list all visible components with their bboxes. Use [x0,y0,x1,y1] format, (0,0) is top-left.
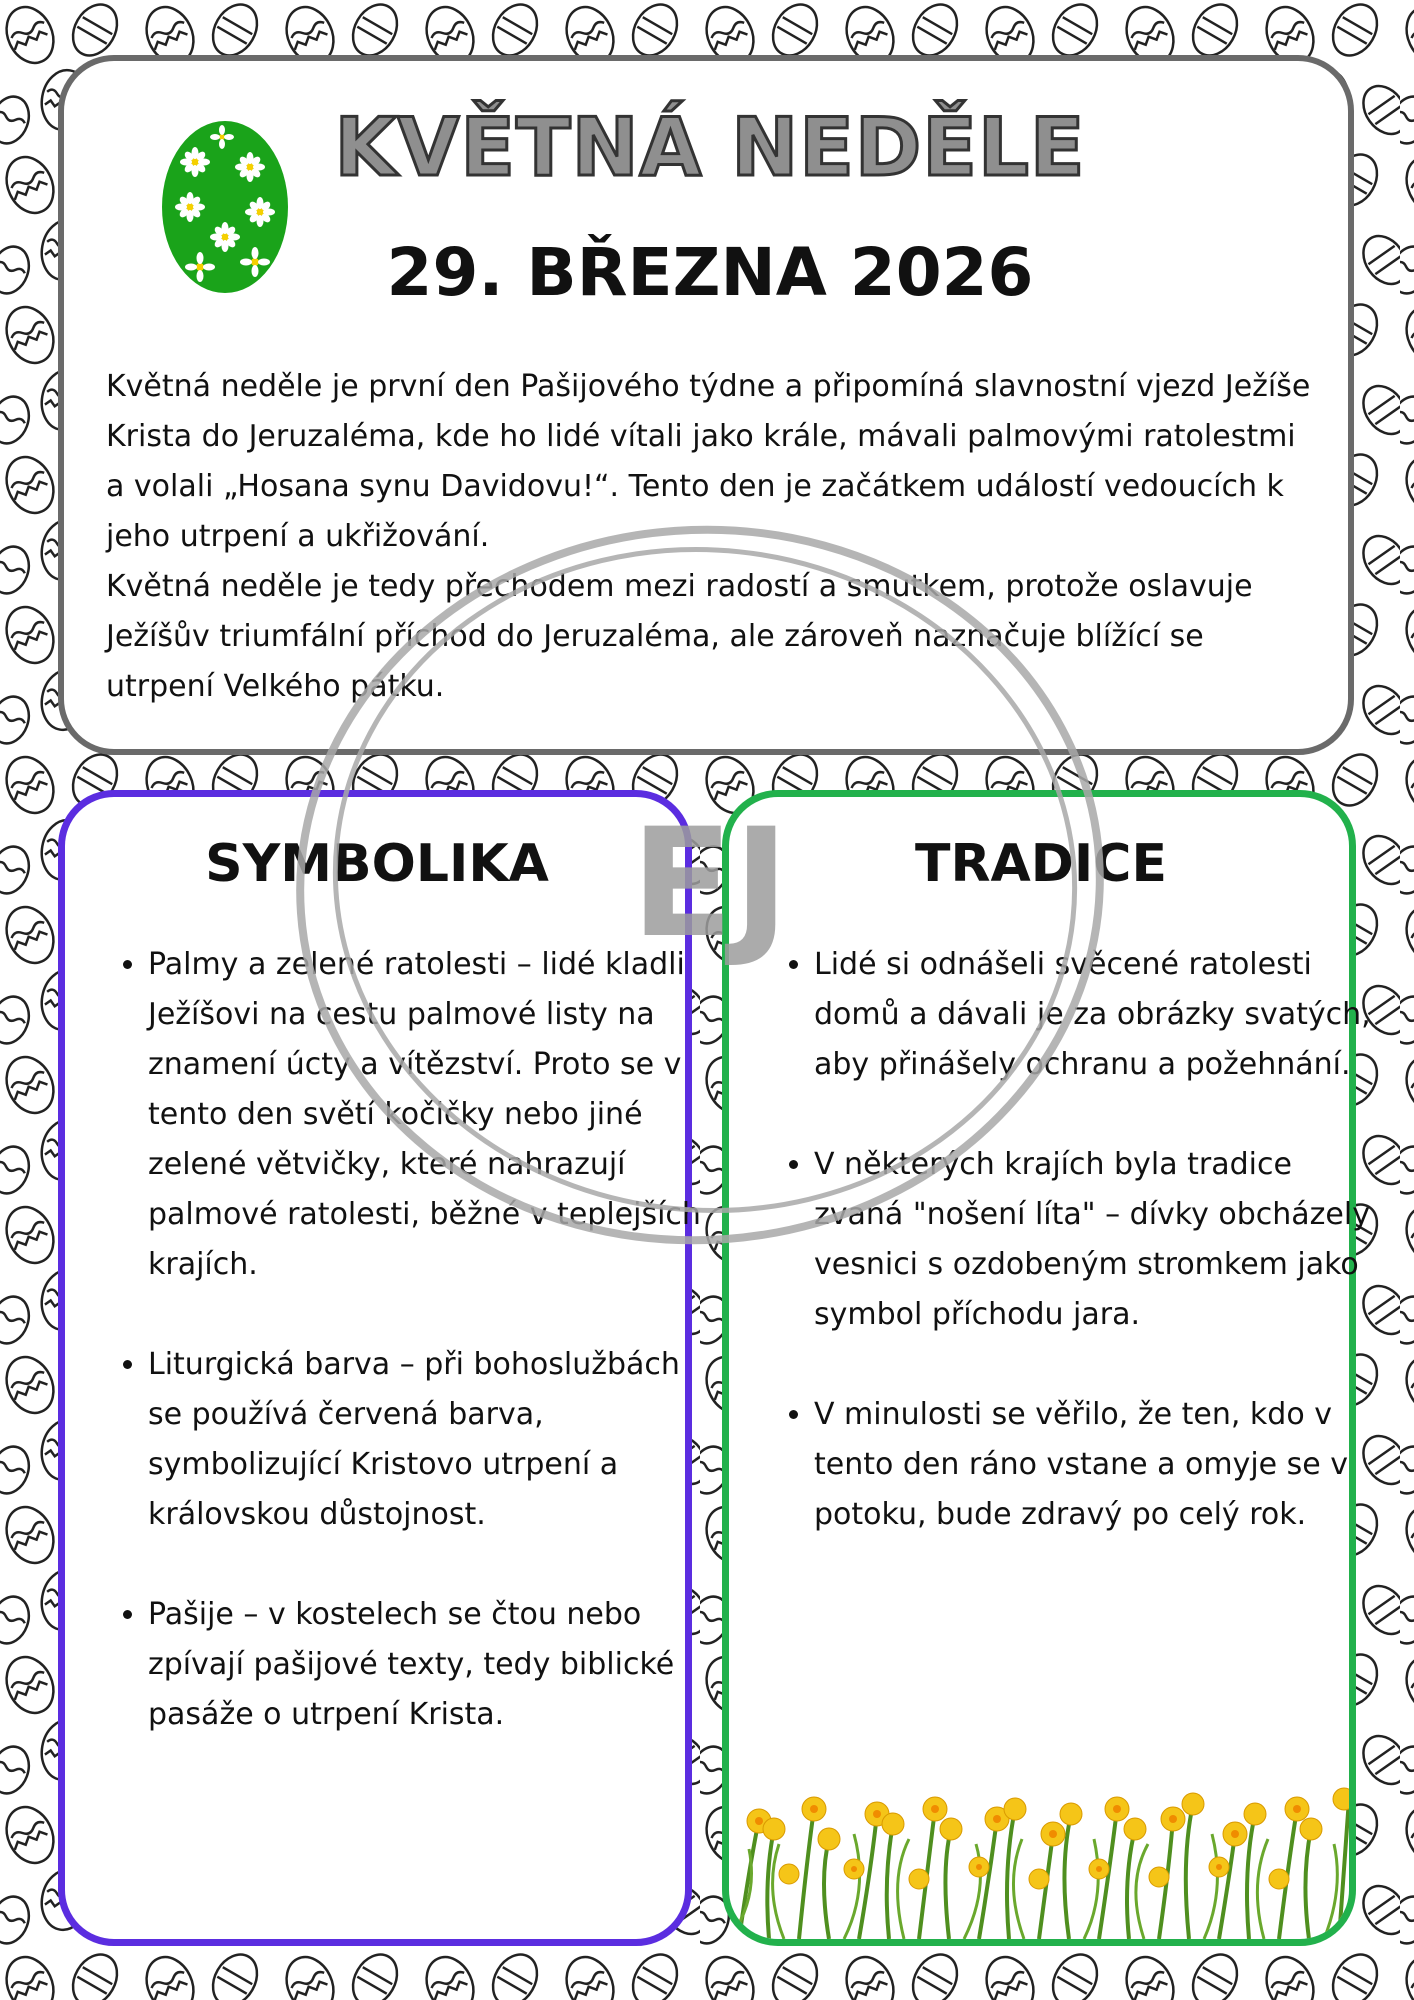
intro-paragraph: Květná neděle je první den Pašijového týdne a připomíná slavnostní vjezd Ježíše Krista do Jeruzaléma, kde ho lidé vítali jako krále, mávali palmovými ratolestmi a volali „Hosana synu Davidovu!“. Tento den je začátkem událostí vedoucích k jeho utrpení a ukřižování. [106,369,1311,554]
intro-paragraph: Květná neděle je tedy přechodem mezi radostí a smutkem, protože oslavuje Ježíšův triumfální příchod do Jeruzaléma, ale zároveň naznačuje blížící se utrpení Velkého pátku. [106,569,1253,704]
list-item: • V minulosti se věřilo, že ten, kdo v tento den ráno vstane a omyje se v potoku, bude zdravý po celý rok. [814,1390,1374,1540]
tradice-list [778,940,1374,1590]
list-item: • V některých krajích byla tradice zvaná "nošení líta" – dívky obcházely vesnici s ozdobeným stromkem jako symbol příchodu jara. [814,1140,1374,1340]
list-item: • Pašije – v kostelech se čtou nebo zpívají pašijové texty, tedy biblické pasáže o utrpení Krista. [148,1590,708,1740]
page-title: KVĚTNÁ NEDĚLE [334,101,1086,194]
intro-text [106,362,1321,712]
symbolika-list [112,940,708,1790]
tradice-heading: TRADICE [915,834,1167,894]
daffodil-meadow-illustration [729,1779,1349,1939]
date-heading: 29. BŘEZNA 2026 [386,234,1034,311]
symbolika-heading: SYMBOLIKA [205,834,549,894]
list-item: • Liturgická barva – při bohoslužbách se používá červená barva, symbolizující Kristovo utrpení a královskou důstojnost. [148,1340,708,1540]
watermark-text: EJ [630,797,790,971]
list-item: • Lidé si odnášeli svěcené ratolesti domů a dávali je za obrázky svatých, aby přinášely ochranu a požehnání. [814,940,1374,1090]
list-item: • Palmy a zelené ratolesti – lidé kladli Ježíšovi na cestu palmové listy na znamení úcty a vítězství. Proto se v tento den světí kočičky nebo jiné zelené větvičky, které nahrazují palmové ratolesti, běžné v teplejších krajích. [148,940,708,1290]
green-easter-egg-icon [160,117,290,293]
